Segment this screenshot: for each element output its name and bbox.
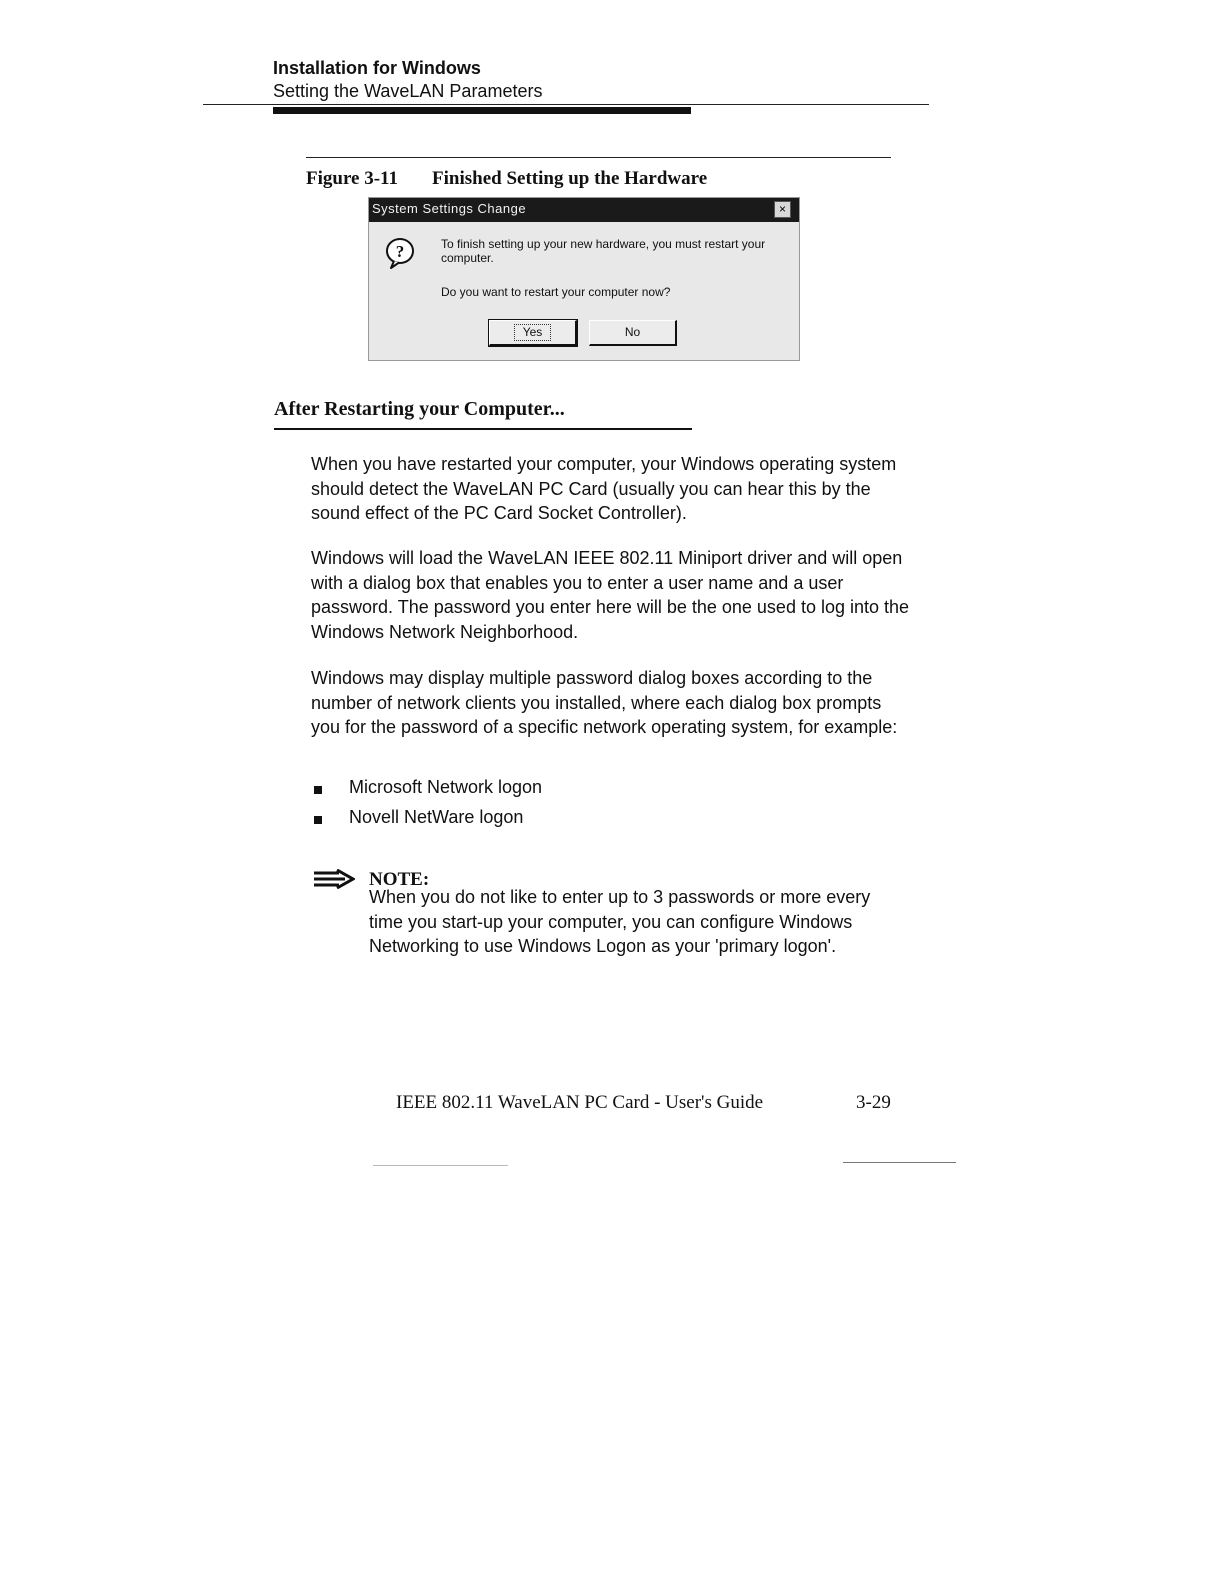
section-heading: After Restarting your Computer... [274,398,565,420]
bullet-square-icon [314,816,322,824]
dialog-message: To finish setting up your new hardware, you must restart your computer. [441,237,766,265]
dialog-title: System Settings Change [372,201,527,216]
note-text: When you do not like to enter up to 3 passwords or more every time you start-up your computer, you can configure Windows Networking to use Windows Logon as your 'primary logon'. [369,887,871,956]
system-settings-dialog [368,197,800,361]
dialog-titlebar [369,198,799,222]
body-paragraph: When you have restarted your computer, your Windows operating system should detect the WaveLAN PC Card (usually you can hear this by the sound effect of the PC Card Socket Controller). [311,454,897,523]
svg-text:?: ? [395,242,405,261]
yes-button-label: Yes [514,324,552,341]
list-item-text: Novell NetWare logon [349,807,524,827]
figure-rule [306,157,891,158]
list-item-text: Microsoft Network logon [349,777,543,797]
yes-button[interactable] [489,320,577,346]
question-icon [384,237,416,269]
figure-caption [306,168,707,190]
scan-artifact-line [843,1162,956,1163]
bullet-square-icon [314,786,322,794]
close-icon[interactable]: × [774,201,791,218]
note-arrow-icon [313,869,355,889]
figure-number: Figure 3-11 [306,168,399,189]
body-paragraph: Windows may display multiple password dialog boxes according to the number of network clients you installed, where each dialog box prompts you for the password of a specific network operating system, for example: [311,668,898,737]
footer-title: IEEE 802.11 WaveLAN PC Card - User's Guide [396,1092,764,1113]
page-number: 3-29 [856,1092,891,1113]
header-rule [203,104,929,105]
body-paragraph: Windows will load the WaveLAN IEEE 802.11 Miniport driver and will open with a dialog box that enables you to enter a user name and a user password. The password you enter here will be the one used to log into the Windows Network Neighborhood. [311,548,910,642]
scan-artifact-line [373,1165,508,1166]
section-rule [274,428,692,430]
note-label: NOTE: [369,869,430,890]
header-thick-bar [273,107,691,114]
no-button[interactable]: No [589,320,677,346]
running-header-title: Installation for Windows [273,58,481,78]
figure-title: Finished Setting up the Hardware [432,168,708,189]
dialog-question: Do you want to restart your computer now? [441,285,671,299]
running-header-subtitle: Setting the WaveLAN Parameters [273,81,543,101]
